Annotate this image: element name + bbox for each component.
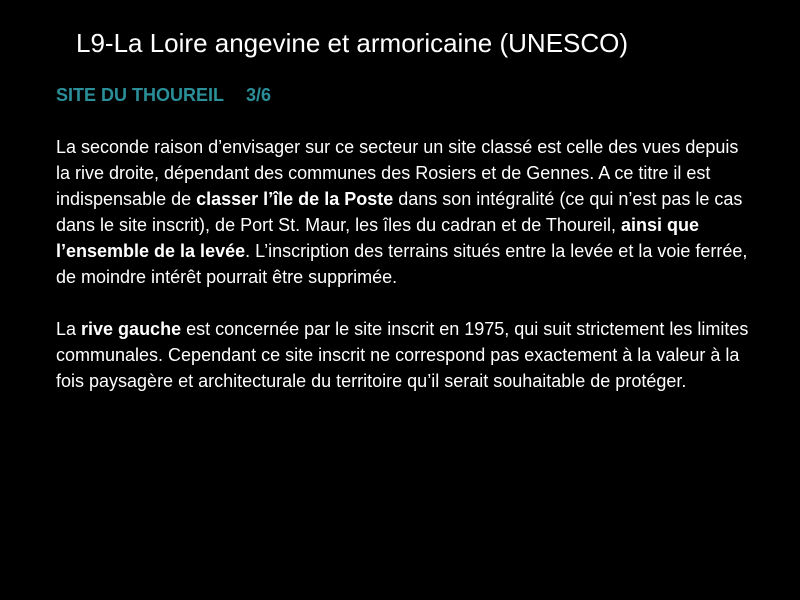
paragraph-rive-gauche	[56, 316, 756, 394]
section-heading	[56, 84, 271, 106]
text-run: La	[56, 319, 82, 339]
paragraph-rive-droite	[56, 134, 756, 290]
text-run: dans son intégralité (ce qui n’est pas le cas dans le site inscrit), de Port St. Maur, les îles du cadran et de Thoureil,	[56, 189, 743, 235]
emphasis-ile-de-la-poste: classer l’île de la Poste	[196, 189, 394, 209]
page-index: 3/6	[246, 85, 272, 105]
text-run: . L’inscription des terrains situés entre la levée et la voie ferrée, de moindre intérêt pourrait être supprimée.	[56, 241, 748, 287]
body-text	[56, 134, 756, 394]
text-run: La seconde raison d’envisager sur ce secteur un site classé est celle des vues depuis la rive droite, dépendant des communes des Rosiers et de Gennes. A ce titre il est indispensable de	[56, 137, 739, 209]
slide-title: L9-La Loire angevine et armoricaine (UNESCO)	[76, 28, 629, 58]
emphasis-rive-gauche: rive gauche	[81, 319, 182, 339]
text-run: est concernée par le site inscrit en 1975, qui suit strictement les limites communales. Cependant ce site inscrit ne correspond pas exactement à la valeur à la fois paysagère et architecturale du territoire qu’il serait souhaitable de protéger.	[56, 319, 749, 391]
section-name: SITE DU THOUREIL	[56, 85, 225, 105]
emphasis-ensemble-levee: ainsi que l’ensemble de la levée	[56, 215, 699, 261]
